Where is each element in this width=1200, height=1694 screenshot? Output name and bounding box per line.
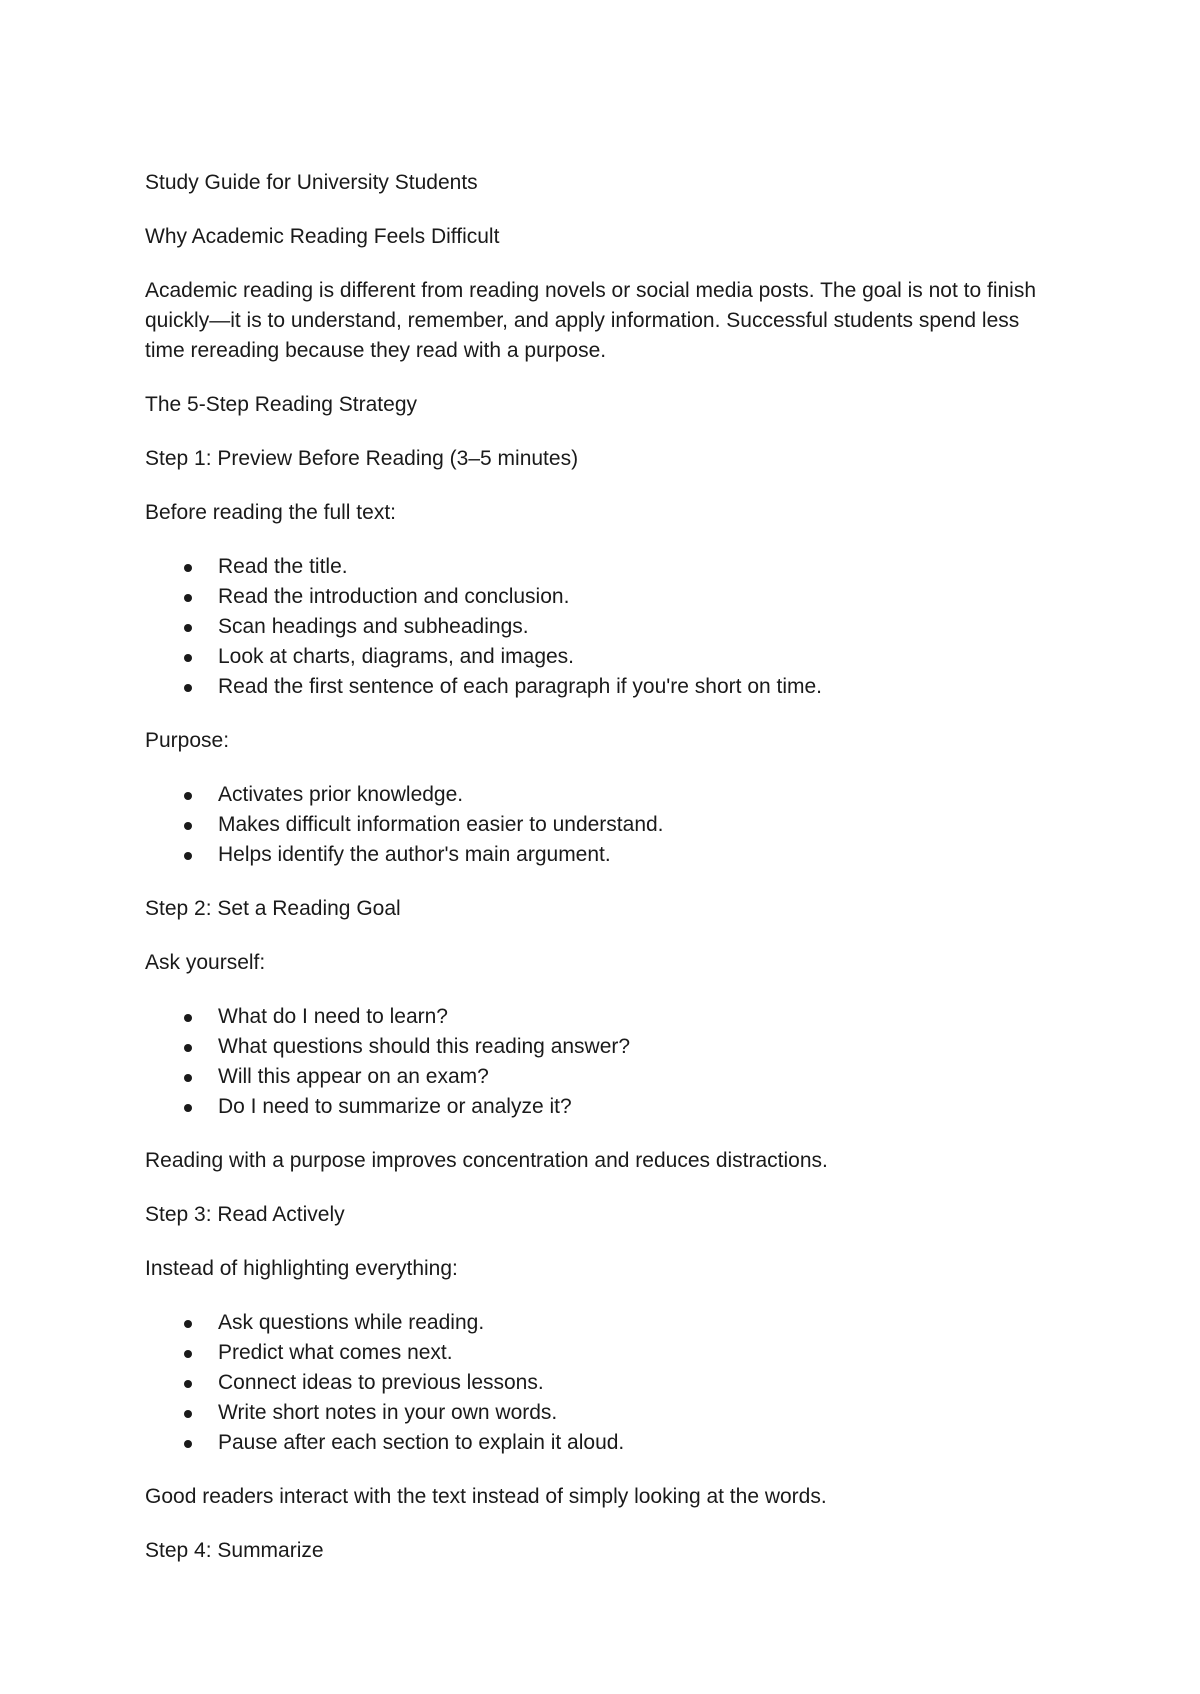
list-item: What questions should this reading answer? (218, 1032, 1045, 1062)
step2-lead: Ask yourself: (145, 951, 266, 974)
list-item: Pause after each section to explain it aloud. (218, 1428, 1045, 1458)
list-item: Ask questions while reading. (218, 1308, 1045, 1338)
step1-heading: Step 1: Preview Before Reading (3–5 minutes) (145, 447, 579, 470)
list-item: Connect ideas to previous lessons. (218, 1368, 1045, 1398)
step2-heading: Step 2: Set a Reading Goal (145, 897, 401, 920)
list-item: Will this appear on an exam? (218, 1062, 1045, 1092)
step1-list (145, 552, 1045, 702)
list-item: Write short notes in your own words. (218, 1398, 1045, 1428)
step1-lead: Before reading the full text: (145, 501, 396, 524)
step4-heading: Step 4: Summarize (145, 1539, 324, 1562)
step2-list (145, 1002, 1045, 1122)
list-item: Look at charts, diagrams, and images. (218, 642, 1045, 672)
step3-heading: Step 3: Read Actively (145, 1203, 345, 1226)
list-item: Read the introduction and conclusion. (218, 582, 1045, 612)
list-item: What do I need to learn? (218, 1002, 1045, 1032)
purpose-label: Purpose: (145, 729, 230, 752)
list-item: Read the first sentence of each paragraph if you're short on time. (218, 672, 1045, 702)
document-title: Study Guide for University Students (145, 171, 478, 194)
list-item: Scan headings and subheadings. (218, 612, 1045, 642)
step3-lead: Instead of highlighting everything: (145, 1257, 458, 1280)
list-item: Helps identify the author's main argument. (218, 840, 1045, 870)
document-body (145, 168, 1045, 1590)
heading-strategy: The 5-Step Reading Strategy (145, 393, 417, 416)
step3-closing: Good readers interact with the text instead of simply looking at the words. (145, 1485, 827, 1508)
purpose-list (145, 780, 1045, 870)
list-item: Makes difficult information easier to understand. (218, 810, 1045, 840)
heading-why-difficult: Why Academic Reading Feels Difficult (145, 225, 500, 248)
list-item: Predict what comes next. (218, 1338, 1045, 1368)
list-item: Read the title. (218, 552, 1045, 582)
list-item: Do I need to summarize or analyze it? (218, 1092, 1045, 1122)
step2-closing: Reading with a purpose improves concentration and reduces distractions. (145, 1149, 828, 1172)
intro-paragraph: Academic reading is different from reading novels or social media posts. The goal is not to finish quickly—it is to understand, remember, and apply information. Successful students spend less time rereading because they read with a purpose. (145, 279, 1037, 362)
list-item: Activates prior knowledge. (218, 780, 1045, 810)
step3-list (145, 1308, 1045, 1458)
